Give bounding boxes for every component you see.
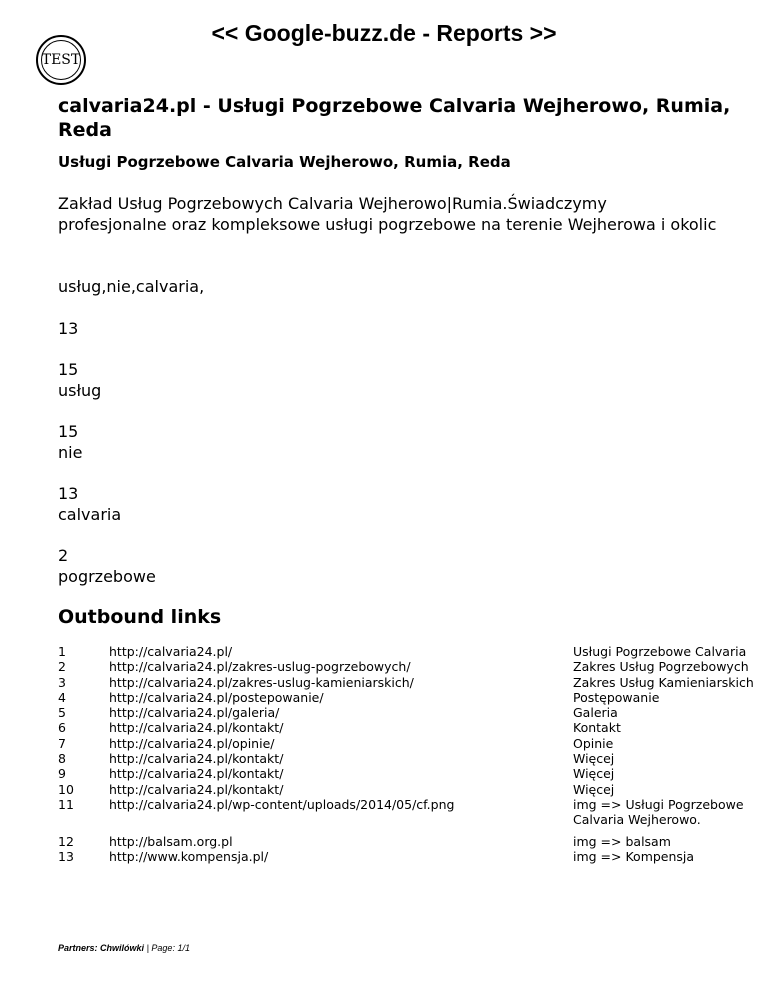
table-row — [58, 644, 768, 659]
table-row — [58, 690, 768, 705]
table-row — [58, 675, 768, 690]
meta-description: Zakład Usług Pogrzebowych Calvaria Wejherowo|Rumia.Świadczymy profesjonalne oraz kompleksowe usługi pogrzebowe na terenie Wejherowa i okolic — [58, 194, 717, 234]
link-url[interactable]: http://calvaria24.pl/zakres-uslug-kamieniarskich/ — [109, 674, 414, 690]
link-anchor: Więcej — [573, 766, 615, 782]
page-subtitle: Usługi Pogrzebowe Calvaria Wejherowo, Rumia, Reda — [58, 153, 511, 171]
link-number: 10 — [58, 781, 74, 797]
table-row — [58, 751, 768, 766]
partners-link[interactable]: Chwilówki — [100, 943, 145, 953]
keywords-line: usług,nie,calvaria, — [58, 277, 205, 296]
link-anchor: img => Kompensja — [573, 848, 695, 864]
link-anchor: Zakres Usług Kamieniarskich — [573, 674, 754, 690]
table-row — [58, 782, 768, 797]
keyword-stat — [58, 421, 82, 463]
link-number: 11 — [58, 796, 74, 812]
link-url[interactable]: http://calvaria24.pl/kontakt/ — [109, 766, 284, 782]
link-url[interactable]: http://calvaria24.pl/zakres-uslug-pogrzebowych/ — [109, 659, 411, 675]
page-title: calvaria24.pl - Usługi Pogrzebowe Calvaria Wejherowo, Rumia, Reda — [58, 95, 731, 141]
keyword-stat — [58, 483, 121, 525]
keyword-total-count: 13 — [58, 319, 79, 338]
keyword-stat — [58, 545, 156, 587]
link-number: 6 — [58, 720, 66, 736]
keyword-count: 13 — [58, 484, 79, 503]
link-url[interactable]: http://calvaria24.pl/kontakt/ — [109, 751, 284, 767]
link-number: 1 — [58, 644, 66, 659]
link-anchor: Więcej — [573, 751, 615, 767]
keyword-stat — [58, 359, 101, 401]
keyword-word: usług — [58, 381, 102, 400]
link-url[interactable]: http://calvaria24.pl/kontakt/ — [109, 781, 284, 797]
table-row — [58, 659, 768, 674]
stamp-text: TEST — [41, 52, 81, 68]
link-anchor-line: img => Usługi Pogrzebowe — [573, 796, 744, 812]
table-row — [58, 736, 768, 751]
link-number: 8 — [58, 751, 66, 767]
keyword-word: nie — [58, 443, 83, 462]
link-url[interactable]: http://calvaria24.pl/galeria/ — [109, 705, 280, 721]
link-anchor: Postępowanie — [573, 689, 660, 705]
link-number: 7 — [58, 735, 66, 751]
link-url[interactable]: http://calvaria24.pl/opinie/ — [109, 735, 275, 751]
table-row — [58, 797, 768, 828]
link-number: 9 — [58, 766, 66, 782]
link-number: 12 — [58, 833, 74, 849]
test-stamp-logo — [36, 35, 86, 85]
link-number: 3 — [58, 674, 66, 690]
link-anchor: img => balsam — [573, 833, 671, 849]
keyword-count: 2 — [58, 546, 69, 565]
keyword-word: calvaria — [58, 505, 122, 524]
link-number: 2 — [58, 659, 66, 675]
link-anchor: Więcej — [573, 781, 615, 797]
link-number: 5 — [58, 705, 66, 721]
link-anchor — [573, 797, 768, 828]
table-row — [58, 720, 768, 735]
table-row — [58, 834, 768, 849]
link-url[interactable]: http://balsam.org.pl — [109, 833, 233, 849]
outbound-links-table — [58, 644, 768, 864]
link-url[interactable]: http://calvaria24.pl/postepowanie/ — [109, 689, 324, 705]
link-url[interactable]: http://calvaria24.pl/ — [109, 644, 233, 659]
link-anchor: Opinie — [573, 735, 614, 751]
keyword-count: 15 — [58, 422, 79, 441]
link-anchor: Galeria — [573, 705, 618, 721]
link-url[interactable]: http://calvaria24.pl/kontakt/ — [109, 720, 284, 736]
page-footer — [58, 943, 190, 953]
table-row — [58, 766, 768, 781]
page-number: Page: 1/1 — [151, 943, 190, 953]
link-url[interactable]: http://www.kompensja.pl/ — [109, 848, 269, 864]
outbound-links-heading: Outbound links — [58, 606, 222, 628]
link-anchor: Usługi Pogrzebowe Calvaria — [573, 644, 747, 659]
link-anchor: Kontakt — [573, 720, 621, 736]
link-anchor-line: Calvaria Wejherowo. — [573, 812, 701, 828]
keyword-count: 15 — [58, 360, 79, 379]
link-url[interactable]: http://calvaria24.pl/wp-content/uploads/2014/05/cf.png — [109, 796, 455, 812]
link-number: 4 — [58, 689, 66, 705]
report-header: << Google-buzz.de - Reports >> — [211, 20, 557, 46]
link-number: 13 — [58, 848, 74, 864]
link-anchor: Zakres Usług Pogrzebowych — [573, 659, 749, 675]
keyword-word: pogrzebowe — [58, 567, 156, 586]
table-row — [58, 705, 768, 720]
table-row — [58, 849, 768, 864]
footer-separator: | — [146, 943, 149, 953]
partners-label: Partners: — [58, 943, 98, 953]
